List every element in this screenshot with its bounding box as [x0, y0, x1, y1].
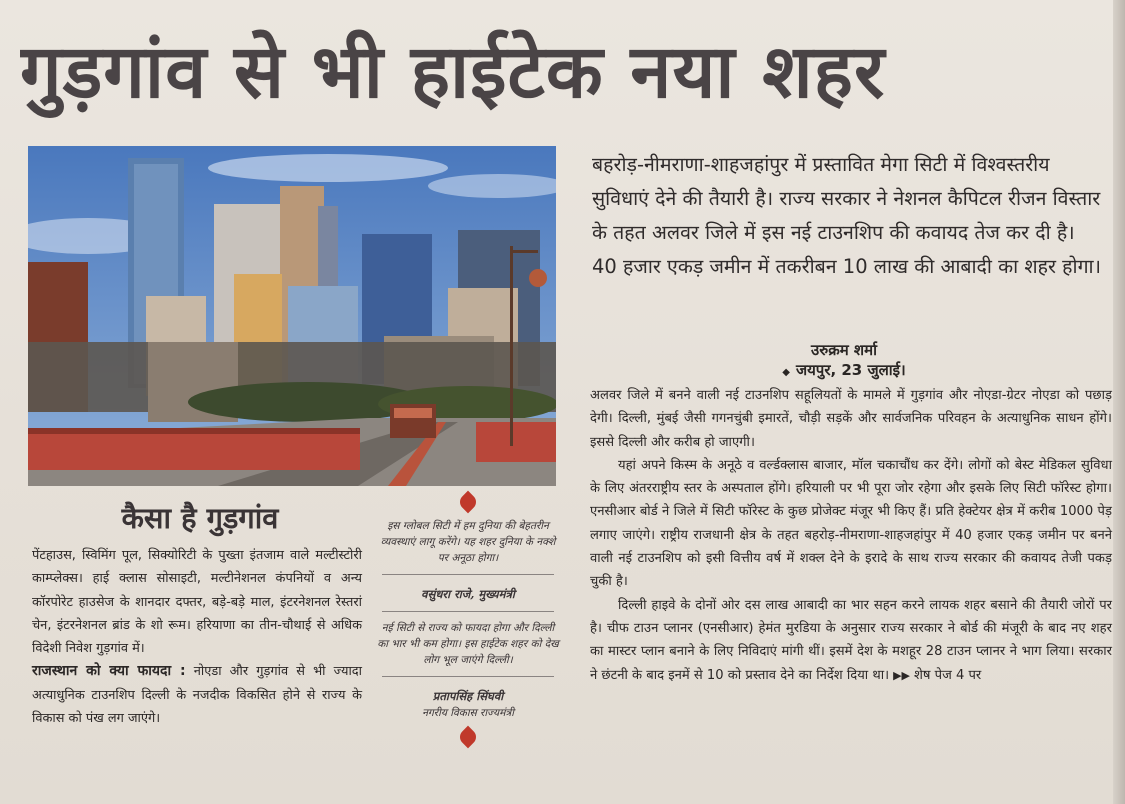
quote-divider [382, 574, 554, 575]
sidebar-body [32, 544, 362, 730]
body-paragraph-2: यहां अपने किस्म के अनूठे व वर्ल्डक्लास बाजार, मॉल चकाचौंध कर देंगे। लोगों को बेस्ट मेडिकल सुविधा के लिए अंतरराष्ट्रीय स्तर के अस्पताल होंगे। हरियाली पर भी पूरा जोर रहेगा और इसके लिए सिटी फॉरेस्ट होगा। एनसीआर बोर्ड ने जिले में सिटी फॉरेस्ट के कुछ प्रोजेक्ट मंजूर भी किए हैं। प्रति हेक्टेयर क्षेत्र में करीब 1000 पेड़ लगाए जाएंगे। राष्ट्रीय राजधानी क्षेत्र के तहत बहरोड़-नीमराणा-शाहजहांपुर में 40 हजार एकड़ जमीन पर बनने वाली नई टाउनशिप को इसी वित्तीय वर्ष में शक्ल देने के इरादे के साथ राज्य सरकार की कवायद तेजी पकड़ चुकी है। [590, 457, 1112, 590]
dateline-text: जयपुर, 23 जुलाई। [795, 361, 906, 379]
lead-paragraph [592, 148, 1102, 284]
byline [744, 340, 944, 383]
city-skyline-photo [28, 146, 556, 486]
quote-2-author: प्रतापसिंह सिंघवी [432, 689, 504, 703]
quote-1-author: वसुंधरा राजे, मुख्यमंत्री [421, 587, 515, 601]
dateline [744, 360, 944, 383]
quote-mark-icon [457, 726, 480, 749]
continue-arrow-icon: ▶▶ [893, 668, 911, 682]
sidebar-subhead: राजस्थान को क्या फायदा : [32, 663, 186, 680]
quote-mark-icon [457, 491, 480, 514]
quote-divider [382, 611, 554, 612]
quote-1-text: इस ग्लोबल सिटी में हम दुनिया की बेहतरीन व्यवस्थाएं लागू करेंगे। यह शहर दुनिया के नक्शे पर अनूठा होगा। [380, 520, 556, 564]
quote-column [370, 492, 566, 745]
sidebar-title: कैसा है गुड़गांव [121, 501, 279, 535]
body-paragraph-1: अलवर जिले में बनने वाली नई टाउनशिप सहूलियतों के मामले में गुड़गांव और नोएडा-ग्रेटर नोएडा को पछाड़ देगी। दिल्ली, मुंबई जैसी गगनचुंबी इमारतें, चौड़ी सड़कें और सार्वजनिक परिवहन के अत्याधुनिक साधन होंगे। इससे दिल्ली और करीब हो जाएगी। [590, 388, 1112, 450]
headline: गुड़गांव से भी हाईटेक नया शहर [20, 29, 886, 115]
author-name: उरुक्रम शर्मा [811, 341, 877, 359]
sidebar-paragraph-1: पेंटहाउस, स्विमिंग पूल, सिक्योरिटी के पुख्ता इंतजाम वाले मल्टीस्टोरी काम्प्लेक्स। हाई क्लास सोसाइटी, मल्टीनेशनल कंपनियों व अन्य कॉरपोरेट हाउसेज के शानदार दफ्तर, बड़े-बड़े माल, इंटरनेशनल रेस्तरां चेन, इंटरनेशनल ब्रांड के शो रूम। हरियाणा का तीन-चौथाई से अधिक विदेशी निवेश गुड़गांव में। [32, 548, 362, 657]
bullet-icon: ◆ [782, 367, 790, 378]
body-paragraph-3 [590, 594, 1112, 687]
quote-2-text: नई सिटी से राज्य को फायदा होगा और दिल्ली का भार भी कम होगा। इस हाईटेक शहर को देख लोग भूल जाएंगे दिल्ली। [377, 622, 559, 666]
article-body [590, 384, 1112, 687]
quote-2-role: नगरीय विकास राज्यमंत्री [422, 707, 514, 719]
sidebar-paragraph-2 [32, 660, 362, 730]
sidebar-paragraph-2-text: नोएडा और गुड़गांव से भी ज्यादा अत्याधुनिक टाउनशिप दिल्ली के नजदीक विकसित होने से राज्य के विकास को पंख लग जाएंगे। [32, 664, 362, 727]
skyline-illustration [28, 146, 556, 486]
lead-text: बहरोड़-नीमराणा-शाहजहांपुर में प्रस्तावित मेगा सिटी में विश्वस्तरीय सुविधाएं देने की तैयारी है। राज्य सरकार ने नेशनल कैपिटल रीजन विस्तार के तहत अलवर जिले में इस नई टाउनशिप की कवायद तेज कर दी है। 40 हजार एकड़ जमीन में तकरीबन 10 लाख की आबादी का शहर होगा। [592, 153, 1101, 278]
quote-divider [382, 676, 554, 677]
page-edge [1113, 0, 1125, 804]
continued-link[interactable]: शेष पेज 4 पर [914, 667, 982, 683]
body-paragraph-3-text: दिल्ली हाइवे के दोनों ओर दस लाख आबादी का भार सहन करने लायक शहर बसाने की तैयारी जोरों पर है। चीफ टाउन प्लानर (एनसीआर) हेमंत मुरडिया के अनुसार राज्य सरकार ने बोर्ड की मंजूरी के बाद नए शहर का मास्टर प्लान बनाने के लिए निविदाएं मांगी थीं। इसमें देश के मशहूर 28 टाउन प्लानर ने भाग लिया। सरकार ने छंटनी के बाद इनमें से 10 को प्रस्ताव देने का निर्देश दिया था। [590, 597, 1112, 683]
